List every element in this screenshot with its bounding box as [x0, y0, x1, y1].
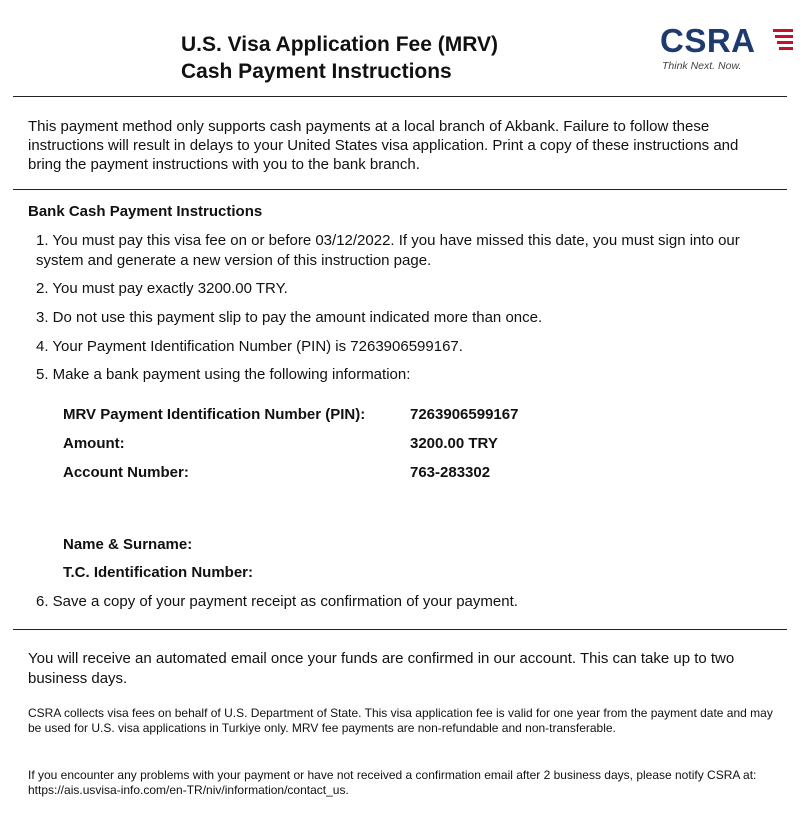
logo-tagline: Think Next. Now. — [662, 60, 742, 72]
confirmation-notice: You will receive an automated email once your funds are confirmed in our account. This can take up to two business days. — [28, 650, 735, 687]
flag-stripes-icon — [773, 29, 793, 53]
divider — [13, 189, 787, 190]
instruction-step-2: 2. You must pay exactly 3200.00 TRY. — [36, 280, 288, 297]
logo-wordmark: CSRA — [660, 22, 756, 59]
pin-label: MRV Payment Identification Number (PIN): — [63, 406, 366, 423]
title-line-2: Cash Payment Instructions — [181, 60, 452, 83]
divider — [13, 96, 787, 97]
instruction-step-5: 5. Make a bank payment using the following information: — [36, 366, 411, 383]
instruction-step-6: 6. Save a copy of your payment receipt as confirmation of your payment. — [36, 593, 518, 610]
instruction-step-4: 4. Your Payment Identification Number (PIN) is 7263906599167. — [36, 338, 463, 355]
title-line-1: U.S. Visa Application Fee (MRV) — [181, 33, 499, 56]
amount-value: 3200.00 TRY — [410, 435, 498, 452]
account-number-value: 763-283302 — [410, 464, 491, 481]
pin-value: 7263906599167 — [410, 406, 519, 423]
intro-paragraph: This payment method only supports cash payments at a local branch of Akbank. Failure to follow these instructions will result in delays to your United States visa application. Print a copy of these instructions and bring the payment instructions with you to the bank branch. — [28, 118, 739, 173]
fee-disclaimer: CSRA collects visa fees on behalf of U.S. Department of State. This visa application fee is valid for one year from the payment date and may be used for U.S. visa applications in Turkiye only. MRV fee payments are non-refundable and non-transferable. — [28, 706, 773, 735]
document-title — [181, 31, 498, 85]
instruction-step-3: 3. Do not use this payment slip to pay the amount indicated more than once. — [36, 309, 543, 326]
section-heading: Bank Cash Payment Instructions — [28, 203, 263, 220]
amount-label: Amount: — [63, 435, 125, 452]
contact-notice: If you encounter any problems with your payment or have not received a confirmation email after 2 business days, please notify CSRA at: https://ais.usvisa-info.com/en-TR/niv/information/contact_us. — [28, 768, 757, 797]
instruction-step-1: 1. You must pay this visa fee on or before 03/12/2022. If you have missed this date, you must sign into our system and generate a new version of this instruction page. — [36, 232, 740, 269]
tc-id-label: T.C. Identification Number: — [63, 564, 254, 581]
divider — [13, 629, 787, 630]
account-number-label: Account Number: — [63, 464, 189, 481]
name-surname-label: Name & Surname: — [63, 536, 193, 553]
csra-logo — [660, 23, 790, 75]
